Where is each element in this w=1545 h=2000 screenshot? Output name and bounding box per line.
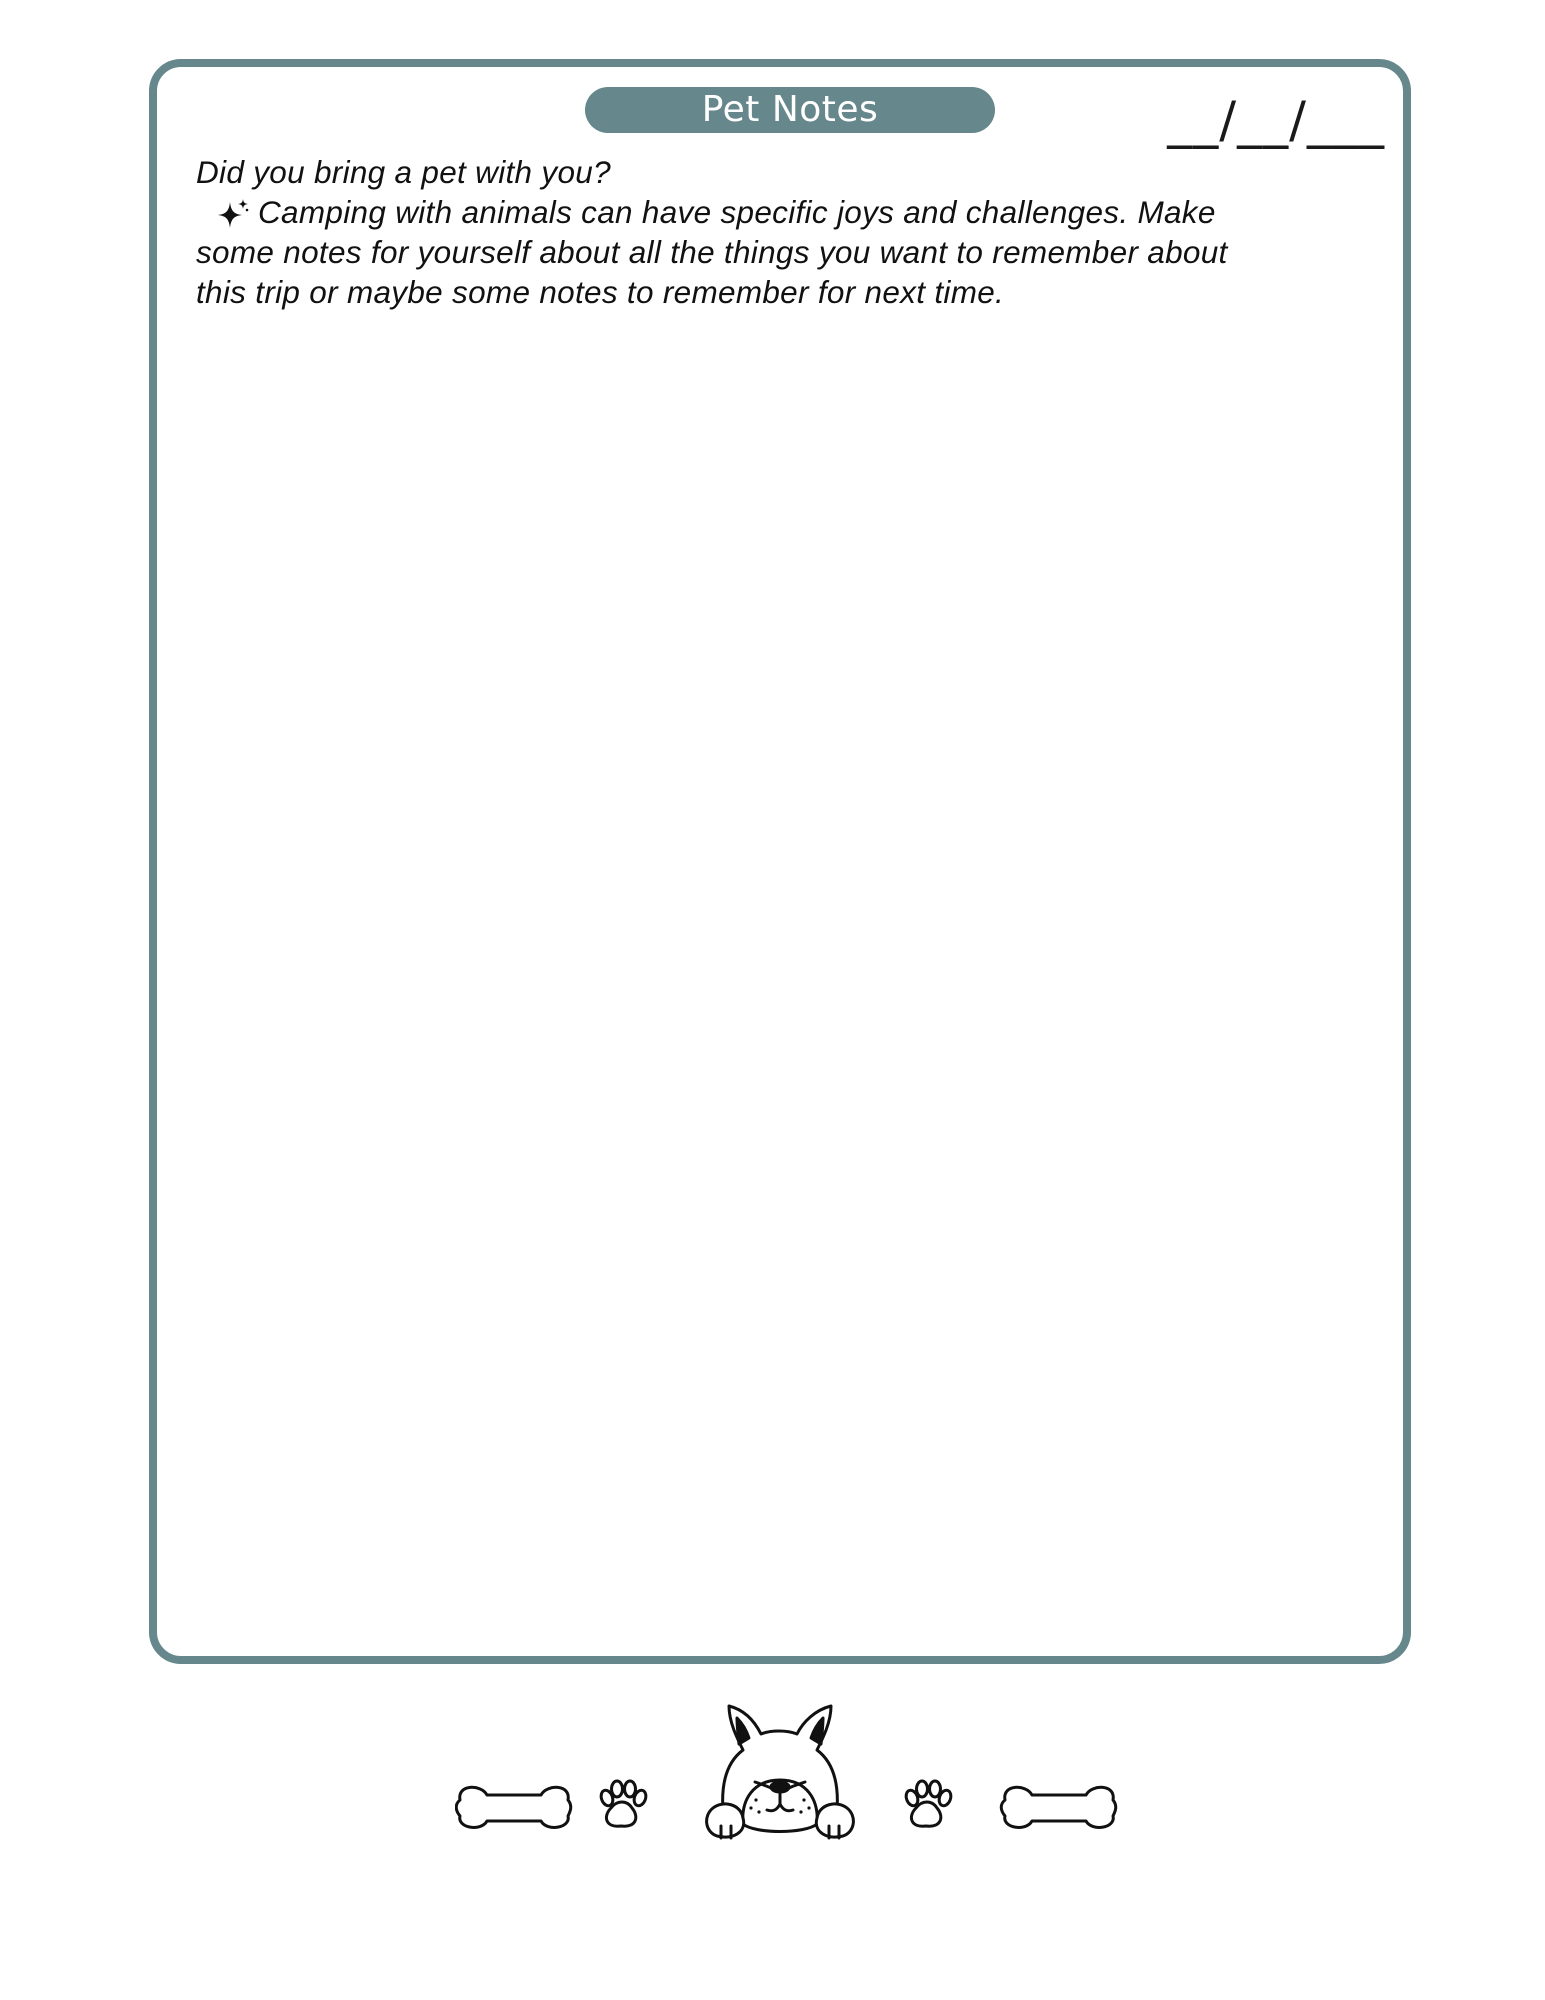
bone-icon <box>456 1787 570 1827</box>
prompt-body <box>196 192 1396 312</box>
prompt-text <box>196 152 1396 312</box>
prompt-body-line-3: this trip or maybe some notes to remember for next time. <box>196 274 1005 310</box>
date-field[interactable]: __/__/___ <box>1167 91 1385 149</box>
paw-print-icon <box>904 1781 953 1826</box>
dog-face-icon <box>707 1706 854 1838</box>
sparkle-icon <box>216 197 250 227</box>
prompt-body-line-1: Camping with animals can have specific joys and challenges. Make <box>258 194 1216 230</box>
footer-illustration <box>455 1700 1120 1840</box>
prompt-body-line-2: some notes for yourself about all the things you want to remember about <box>196 234 1228 270</box>
paw-print-icon <box>599 1781 648 1826</box>
bone-icon <box>1001 1787 1115 1827</box>
page-title: Pet Notes <box>585 87 995 133</box>
prompt-question: Did you bring a pet with you? <box>196 154 611 190</box>
